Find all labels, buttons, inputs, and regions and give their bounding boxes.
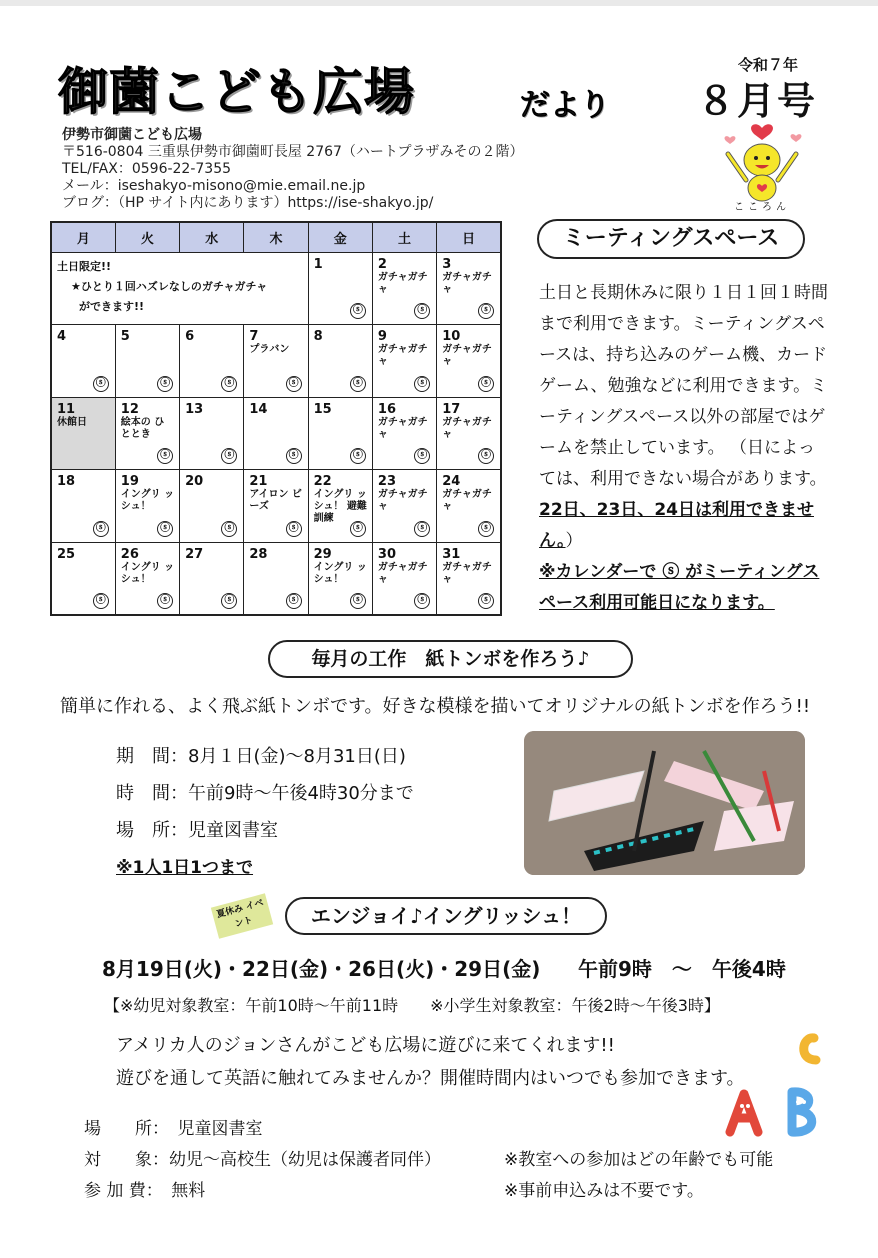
tonbo-place: 場 所：児童図書室 [116, 820, 278, 841]
calendar-day-cell [180, 542, 244, 615]
calendar-day-number: 4 [57, 329, 67, 345]
paper-dragonfly-photo [524, 731, 805, 875]
calendar-week-row [51, 542, 501, 615]
calendar-day-number: 11 [57, 401, 76, 417]
calendar-day-number: 9 [377, 329, 387, 345]
calendar-day-number: 13 [185, 401, 204, 417]
meeting-space-mark-icon: ⓢ [286, 521, 302, 537]
mascot-kokoron-icon [706, 120, 818, 202]
calendar-day-number: 31 [442, 546, 461, 562]
meeting-space-mark-icon: ⓢ [350, 448, 366, 464]
calendar-day-number: 25 [57, 546, 76, 562]
weekday-header: 日 [437, 222, 501, 252]
meeting-closed-days: 22日、23日、24日は利用できません。 [539, 500, 814, 551]
meeting-space-heading: ミーティングスペース [537, 219, 805, 259]
calendar-day-cell [372, 542, 436, 615]
meeting-space-text [539, 278, 831, 619]
calendar-day-cell [308, 542, 372, 615]
meeting-space-mark-icon: ⓢ [93, 376, 109, 392]
meeting-space-mark-icon: ⓢ [350, 303, 366, 319]
calendar-day-cell [372, 470, 436, 543]
calendar-day-number: 23 [377, 474, 396, 490]
meeting-space-mark-icon: ⓢ [157, 448, 173, 464]
calendar-day-number: 20 [185, 474, 204, 490]
calendar-event: ガチャガチャ [442, 271, 492, 295]
calendar-day-cell [244, 470, 308, 543]
calendar-day-cell [437, 325, 501, 398]
calendar-day-cell [437, 470, 501, 543]
meeting-space-mark-icon: ⓢ [93, 593, 109, 609]
calendar-day-number: 3 [442, 256, 452, 272]
calendar-day-number: 30 [377, 546, 396, 562]
weekday-header: 水 [180, 222, 244, 252]
summer-event-badge: 夏休み イベント [211, 893, 273, 938]
calendar-event: ガチャガチャ [377, 416, 428, 440]
org-address: 〒516-0804 三重県伊勢市御薗町長屋 2767（ハートプラザみその２階） [62, 144, 524, 160]
organization-info [62, 127, 524, 212]
calendar-event: 絵本の ひととき [120, 416, 165, 440]
meeting-space-mark-icon: ⓢ [478, 376, 494, 392]
english-fee: 参 加 費： 無料 [84, 1181, 206, 1201]
meeting-space-mark-icon: ⓢ [414, 376, 430, 392]
calendar-day-number: 29 [313, 546, 332, 562]
meeting-space-mark-icon: ⓢ [350, 521, 366, 537]
english-target: 対 象：幼児～高校生（幼児は保護者同伴） [84, 1150, 441, 1170]
calendar-event: ガチャガチャ [377, 489, 428, 513]
meeting-space-mark-icon: ⓢ [414, 521, 430, 537]
abc-letters-icon [722, 1030, 832, 1138]
meeting-space-mark-icon: ⓢ [286, 593, 302, 609]
meeting-space-mark-icon: ⓢ [286, 448, 302, 464]
calendar-day-number: 2 [377, 256, 387, 272]
calendar-day-cell [372, 397, 436, 470]
tonbo-heading: 毎月の工作 紙トンボを作ろう♪ [268, 640, 633, 678]
calendar-notice-cell [51, 252, 308, 325]
calendar-day-cell [51, 470, 115, 543]
calendar-event: ガチャガチャ [377, 344, 428, 368]
english-classes: 【※幼児対象教室：午前10時～午前11時 ※小学生対象教室：午後2時～午後3時】 [104, 996, 720, 1015]
calendar-day-cell [308, 325, 372, 398]
org-blog: ブログ：（HP サイト内にあります）https://ise-shakyo.jp/ [62, 195, 434, 211]
calendar-day-number: 17 [442, 401, 461, 417]
calendar-day-number: 16 [377, 401, 396, 417]
calendar-day-cell [244, 397, 308, 470]
tonbo-time: 時 間：午前9時～午後4時30分まで [116, 783, 414, 804]
calendar-event: イングリ ッシュ！ [120, 489, 175, 513]
calendar-day-cell [115, 325, 179, 398]
calendar-week-row [51, 397, 501, 470]
calendar-event: ガチャガチャ [377, 271, 428, 295]
calendar-notice-line: ができます!! [79, 299, 145, 313]
english-time: 午前9時 ～ 午後4時 [578, 957, 786, 981]
weekday-header: 月 [51, 222, 115, 252]
org-mail: メール：iseshakyo-misono@mie.email.ne.jp [62, 178, 366, 194]
weekday-header: 金 [308, 222, 372, 252]
english-details [84, 1114, 441, 1207]
calendar-day-number: 7 [249, 329, 259, 345]
tonbo-details [116, 738, 414, 849]
calendar-event: 休館日 [57, 416, 87, 428]
calendar-day-number: 15 [313, 401, 332, 417]
calendar-day-number: 12 [120, 401, 139, 417]
meeting-description: 土日と長期休みに限り１日１回１時間まで利用できます。ミーティングスペースは、持ち込みのゲーム機、カードゲーム、勉強などに利用できます。ミーティングスペース以外の部屋ではゲームを禁止しています。 [539, 283, 828, 458]
english-dates: 8月19日(火)・22日(金)・26日(火)・29日(金) [102, 957, 541, 981]
calendar-day-number: 14 [249, 401, 268, 417]
calendar-header-row [51, 222, 501, 252]
calendar-day-number: 28 [249, 546, 268, 562]
meeting-space-mark-icon: ⓢ [478, 303, 494, 319]
calendar-day-number: 5 [120, 329, 130, 345]
calendar-day-cell [437, 252, 501, 325]
calendar-event: イングリ ッシュ！ [313, 561, 367, 585]
weekday-header: 火 [115, 222, 179, 252]
calendar-event: ガチャガチャ [442, 344, 492, 368]
calendar-day-cell [308, 470, 372, 543]
calendar-day-number: 1 [313, 256, 323, 272]
english-note-no-reservation: ※事前申込みは不要です。 [504, 1181, 704, 1201]
meeting-space-mark-icon: ⓢ [350, 593, 366, 609]
calendar-day-cell [308, 397, 372, 470]
calendar-day-cell [180, 470, 244, 543]
meeting-space-mark-icon: ⓢ [478, 593, 494, 609]
calendar-notice-line: ★ひとり１回ハズレなしのガチャガチャ [71, 279, 268, 293]
weekday-header: 木 [244, 222, 308, 252]
meeting-exception-end: ） [565, 531, 583, 551]
meeting-space-mark-icon: ⓢ [221, 521, 237, 537]
calendar-event: ガチャガチャ [442, 489, 492, 513]
meeting-space-mark-icon: ⓢ [93, 521, 109, 537]
org-name: 伊勢市御薗こども広場 [62, 127, 202, 143]
calendar-day-number: 24 [442, 474, 461, 490]
calendar-event: イングリ ッシュ！ [120, 561, 175, 585]
meeting-space-mark-icon: ⓢ [414, 593, 430, 609]
english-description [116, 1029, 745, 1095]
meeting-space-mark-icon: ⓢ [221, 593, 237, 609]
calendar-notice-line: 土日限定!! [57, 259, 112, 273]
calendar-week-row [51, 470, 501, 543]
meeting-calendar-note: ※カレンダーで ⓢ がミーティングスペース利用可能日になります。 [539, 562, 820, 613]
meeting-space-mark-icon: ⓢ [286, 376, 302, 392]
calendar-day-number: 19 [120, 474, 139, 490]
calendar-event: ガチャガチャ [442, 416, 492, 440]
calendar-day-cell [437, 397, 501, 470]
calendar-event: ガチャガチャ [442, 561, 492, 585]
meeting-space-mark-icon: ⓢ [414, 448, 430, 464]
meeting-exception: （日によっては、利用できない場合があります。 [539, 438, 827, 489]
calendar-day-cell [51, 325, 115, 398]
meeting-space-mark-icon: ⓢ [157, 593, 173, 609]
english-note-age: ※教室への参加はどの年齢でも可能 [504, 1150, 774, 1170]
calendar-day-number: 6 [185, 329, 195, 345]
calendar-day-cell [115, 470, 179, 543]
calendar-day-number: 10 [442, 329, 461, 345]
english-desc-line2: 遊びを通して英語に触れてみませんか？開催時間内はいつでも参加できます。 [116, 1068, 745, 1089]
calendar-day-cell [372, 325, 436, 398]
calendar-day-cell [51, 542, 115, 615]
calendar-day-cell [437, 542, 501, 615]
calendar-day-number: 26 [120, 546, 139, 562]
calendar-day-cell [308, 252, 372, 325]
meeting-space-mark-icon: ⓢ [478, 521, 494, 537]
top-border [0, 0, 878, 6]
english-heading: エンジョイ♪イングリッシュ！ [285, 897, 607, 935]
meeting-space-mark-icon: ⓢ [221, 376, 237, 392]
calendar-day-cell [115, 397, 179, 470]
english-place: 場 所： 児童図書室 [84, 1119, 263, 1139]
tonbo-period: 期 間：8月１日(金)～8月31日(日) [116, 746, 406, 767]
meeting-space-mark-icon: ⓢ [221, 448, 237, 464]
calendar [50, 221, 502, 616]
calendar-day-number: 27 [185, 546, 204, 562]
newsletter-title-suffix: だより [520, 88, 610, 123]
calendar-event: アイロン ビーズ [249, 489, 302, 513]
calendar-week-row [51, 252, 501, 325]
calendar-day-cell [244, 325, 308, 398]
meeting-space-mark-icon: ⓢ [478, 448, 494, 464]
calendar-day-cell [115, 542, 179, 615]
calendar-day-number: 18 [57, 474, 76, 490]
calendar-day-cell [180, 325, 244, 398]
tonbo-intro: 簡単に作れる、よく飛ぶ紙トンボです。好きな模様を描いてオリジナルの紙トンボを作ろう!! [60, 696, 811, 717]
newsletter-title: 御薗こども広場 [58, 63, 415, 121]
calendar-day-cell [372, 252, 436, 325]
calendar-day-cell [51, 397, 115, 470]
calendar-day-cell [244, 542, 308, 615]
issue-month: ８月号 [697, 79, 818, 123]
tonbo-limit: ※1人1日1つまで [116, 858, 254, 878]
calendar-event: ガチャガチャ [377, 561, 428, 585]
meeting-space-mark-icon: ⓢ [157, 521, 173, 537]
calendar-day-cell [180, 397, 244, 470]
weekday-header: 土 [372, 222, 436, 252]
english-desc-line1: アメリカ人のジョンさんがこども広場に遊びに来てくれます!! [116, 1035, 615, 1056]
mascot-name: こころん [734, 202, 790, 213]
calendar-week-row [51, 325, 501, 398]
calendar-day-number: 21 [249, 474, 268, 490]
calendar-day-number: 22 [313, 474, 332, 490]
meeting-space-mark-icon: ⓢ [157, 376, 173, 392]
calendar-event: プラバン [249, 344, 290, 356]
issue-era: 令和７年 [738, 56, 799, 74]
org-tel: TEL/FAX：0596-22-7355 [62, 161, 232, 177]
meeting-space-mark-icon: ⓢ [350, 376, 366, 392]
calendar-event: イングリ ッシュ！ 避難訓練 [313, 489, 367, 525]
meeting-space-mark-icon: ⓢ [414, 303, 430, 319]
calendar-day-number: 8 [313, 329, 323, 345]
